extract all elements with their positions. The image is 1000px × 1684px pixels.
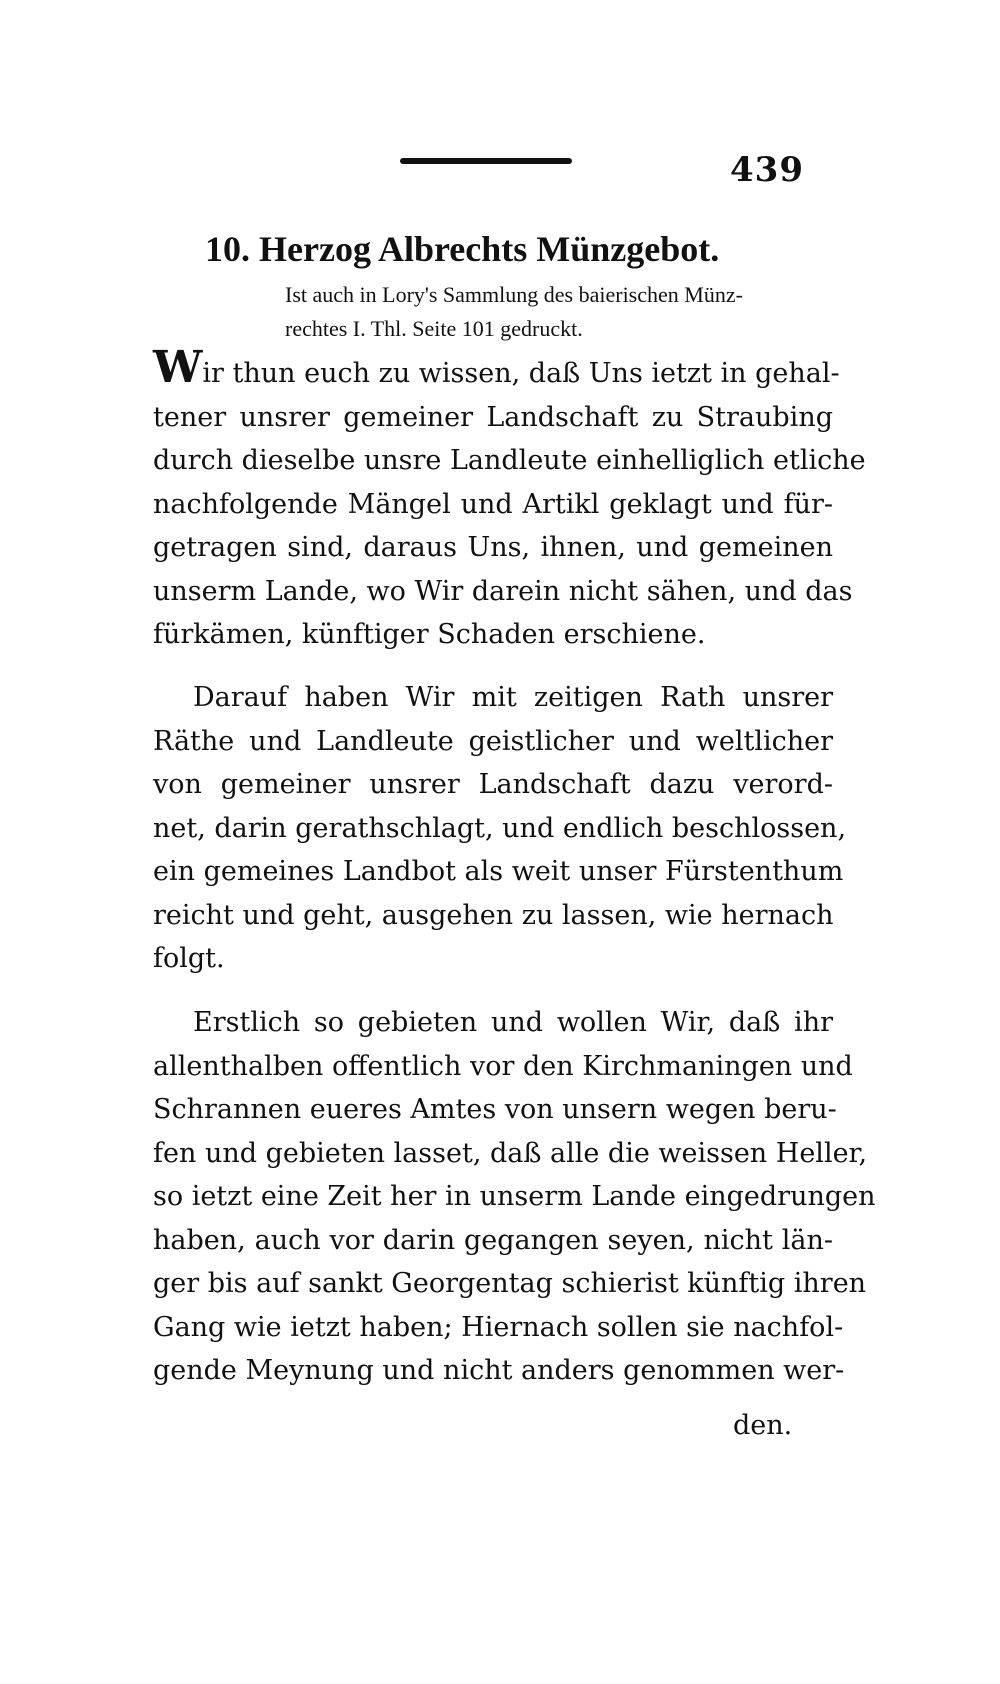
paragraph-line: unserm Lande, wo Wir darein nicht sähen, und das	[153, 575, 853, 607]
paragraph-line: tener unsrer gemeiner Landschaft zu Straubing	[153, 401, 833, 433]
page-number: 439	[730, 150, 804, 190]
source-note-line: rechtes I. Thl. Seite 101 gedruckt.	[285, 316, 583, 341]
paragraph-3	[153, 1001, 876, 1393]
paragraph-line: so ietzt eine Zeit her in unserm Lande eingedrungen	[153, 1181, 876, 1212]
paragraph-line: reicht und geht, ausgehen zu lassen, wie hernach	[153, 899, 834, 931]
paragraph-line: durch dieselbe unsre Landleute einhelliglich etliche	[153, 445, 866, 476]
paragraph-line: fürkämen, künftiger Schaden erschiene.	[153, 619, 706, 650]
paragraph-line: gende Meynung und nicht anders genommen wer-	[153, 1355, 845, 1386]
source-note-line: Ist auch in Lory's Sammlung des baierischen Münz-	[285, 282, 743, 307]
section-title: 10. Herzog Albrechts Münzgebot.	[205, 229, 720, 269]
paragraph-line: Erstlich so gebieten und wollen Wir, daß ihr	[193, 1007, 833, 1038]
source-note	[285, 278, 825, 346]
paragraph-line: fen und gebieten lasset, daß alle die weissen Heller,	[153, 1137, 868, 1169]
paragraph-line: net, darin gerathschlagt, und endlich beschlossen,	[153, 812, 847, 844]
paragraph-2	[153, 676, 847, 981]
catchword: den.	[733, 1410, 793, 1441]
paragraph-line-text: ir thun euch zu wissen, daß Uns ietzt in gehal-	[202, 358, 840, 389]
paragraph-line: ger bis auf sankt Georgentag schierist künftig ihren	[153, 1268, 867, 1299]
paragraph-line: ein gemeines Landbot als weit unser Fürstenthum	[153, 856, 844, 887]
paragraph-1	[153, 342, 866, 657]
paragraph-line: Gang wie ietzt haben; Hiernach sollen sie nachfol-	[153, 1311, 844, 1343]
paragraph-line: nachfolgende Mängel und Artikl geklagt und für-	[153, 488, 833, 520]
paragraph-line: folgt.	[153, 943, 225, 974]
paragraph-line: Darauf haben Wir mit zeitigen Rath unsrer	[193, 682, 833, 713]
drop-initial: W	[153, 342, 203, 393]
paragraph-line: getragen sind, daraus Uns, ihnen, und gemeinen	[153, 532, 833, 563]
paragraph-line: allenthalben offentlich vor den Kirchmaningen und	[153, 1050, 853, 1082]
paragraph-line: von gemeiner unsrer Landschaft dazu verord-	[153, 769, 833, 800]
paragraph-line: Schrannen eueres Amtes von unsern wegen beru-	[153, 1094, 837, 1125]
paragraph-line	[153, 342, 840, 396]
paragraph-line: haben, auch vor darin gegangen seyen, nicht län-	[153, 1224, 833, 1256]
header-rule	[400, 158, 572, 164]
paragraph-line: Räthe und Landleute geistlicher und weltlicher	[153, 725, 833, 757]
